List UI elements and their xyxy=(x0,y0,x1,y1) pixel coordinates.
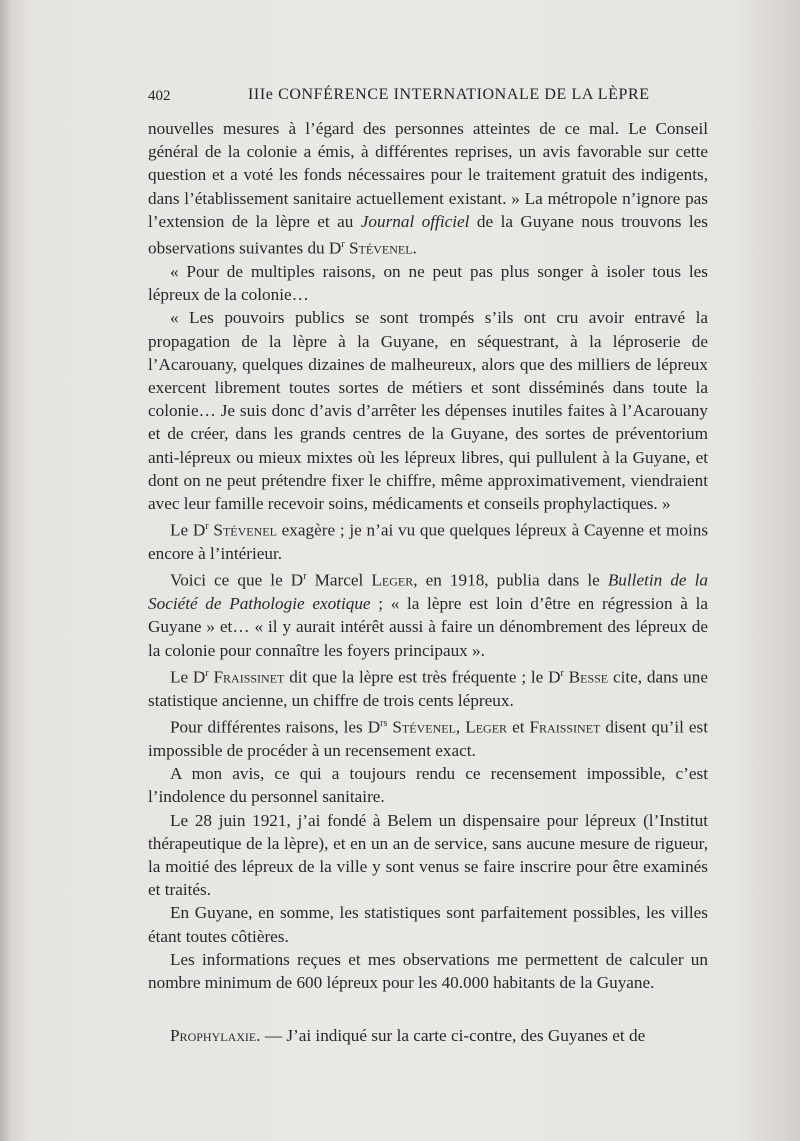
paragraph-prophylaxie: Prophylaxie. — J’ai indiqué sur la carte ci-contre, des Guyanes et de xyxy=(170,1026,646,1046)
body-text xyxy=(148,117,708,1047)
paragraph-9: Le 28 juin 1921, j’ai fondé à Belem un dispensaire pour lépreux (l’Institut thérapeutique de la lèpre), et en un an de service, sans aucune mesure de rigueur, la moitié des lépreux de la ville y sont venus se faire inscrire pour être examinés et traités. xyxy=(148,810,708,900)
paragraph-8: A mon avis, ce qui a toujours rendu ce recensement impossible, c’est l’indolence du personnel sanitaire. xyxy=(148,764,708,807)
paragraph-1: nouvelles mesures à l’égard des personnes atteintes de ce mal. Le Conseil général de la colonie a émis, à différentes reprises, un avis favorable sur cette question et a voté les fonds nécessaires pour le traitement gratuit des indigents, dans l’établissement sanitaire actuellement existant. » La métropole n’ignore pas l’extension de la lèpre et au Journal officiel de la Guyane nous trouvons les observations suivantes du $D^r$ Stévenel. xyxy=(148,119,708,258)
paragraph-3: « Les pouvoirs publics se sont trompés s’ils ont cru avoir entravé la propagation de la lèpre à la Guyane, en séquestrant, à la léproserie de l’Acarouany, quelques dizaines de malheureux, alors que des milliers de lépreux exercent librement toutes sortes de métiers et sont disséminés dans toute la colonie… Je suis donc d’avis d’arrêter les dépenses inutiles faites à l’Acarouany et de créer, dans les grands centres de la Guyane, des sortes de préventorium anti-lépreux ou mieux mixtes où les lépreux libres, qui pullulent à la Guyane, et dont on ne peut prétendre fixer le chiffre, même approximativement, viendraient avec leur famille recevoir soins, médicaments et conseils prophylactiques. » xyxy=(148,308,708,513)
page-header xyxy=(148,84,708,110)
paragraph-6: Le $D^r$ Fraissinet dit que la lèpre est très fréquente ; le $D^r$ Besse cite, dans une statistique ancienne, un chiffre de trois cents lépreux. xyxy=(148,667,708,710)
section-heading-prophylaxie: Prophylaxie xyxy=(170,1026,257,1046)
page-number: 402 xyxy=(148,88,171,104)
paragraph-7: Pour différentes raisons, les $D^{rs}$ Stévenel, Leger et Fraissinet disent qu’il est impossible de procéder à un recensement exact. xyxy=(148,717,708,760)
page-gutter-shadow xyxy=(0,0,12,1141)
paragraph-4: Le $D^r$ Stévenel exagère ; je n’ai vu que quelques lépreux à Cayenne et moins encore à l’intérieur. xyxy=(148,520,709,564)
paragraph-2: « Pour de multiples raisons, on ne peut pas plus songer à isoler tous les lépreux de la colonie… xyxy=(148,261,708,305)
paragraph-5: Voici ce que le $D^r$ Marcel Leger, en 1918, publia dans le Bulletin de la Société de Pathologie exotique ; « la lèpre est loin d’être en régression à la Guyane » et… « il y aurait intérêt aussi à faire un dénombrement des lépreux de la colonie pour connaître les foyers principaux ». xyxy=(148,571,708,660)
running-head: IIIe CONFÉRENCE INTERNATIONALE DE LA LÈPRE xyxy=(248,86,650,103)
paragraph-11: Les informations reçues et mes observations me permettent de calculer un nombre minimum de 600 lépreux pour les 40.000 habitants de la Guyane. xyxy=(148,949,708,992)
paragraph-10: En Guyane, en somme, les statistiques sont parfaitement possibles, les villes étant toutes côtières. xyxy=(148,903,708,946)
